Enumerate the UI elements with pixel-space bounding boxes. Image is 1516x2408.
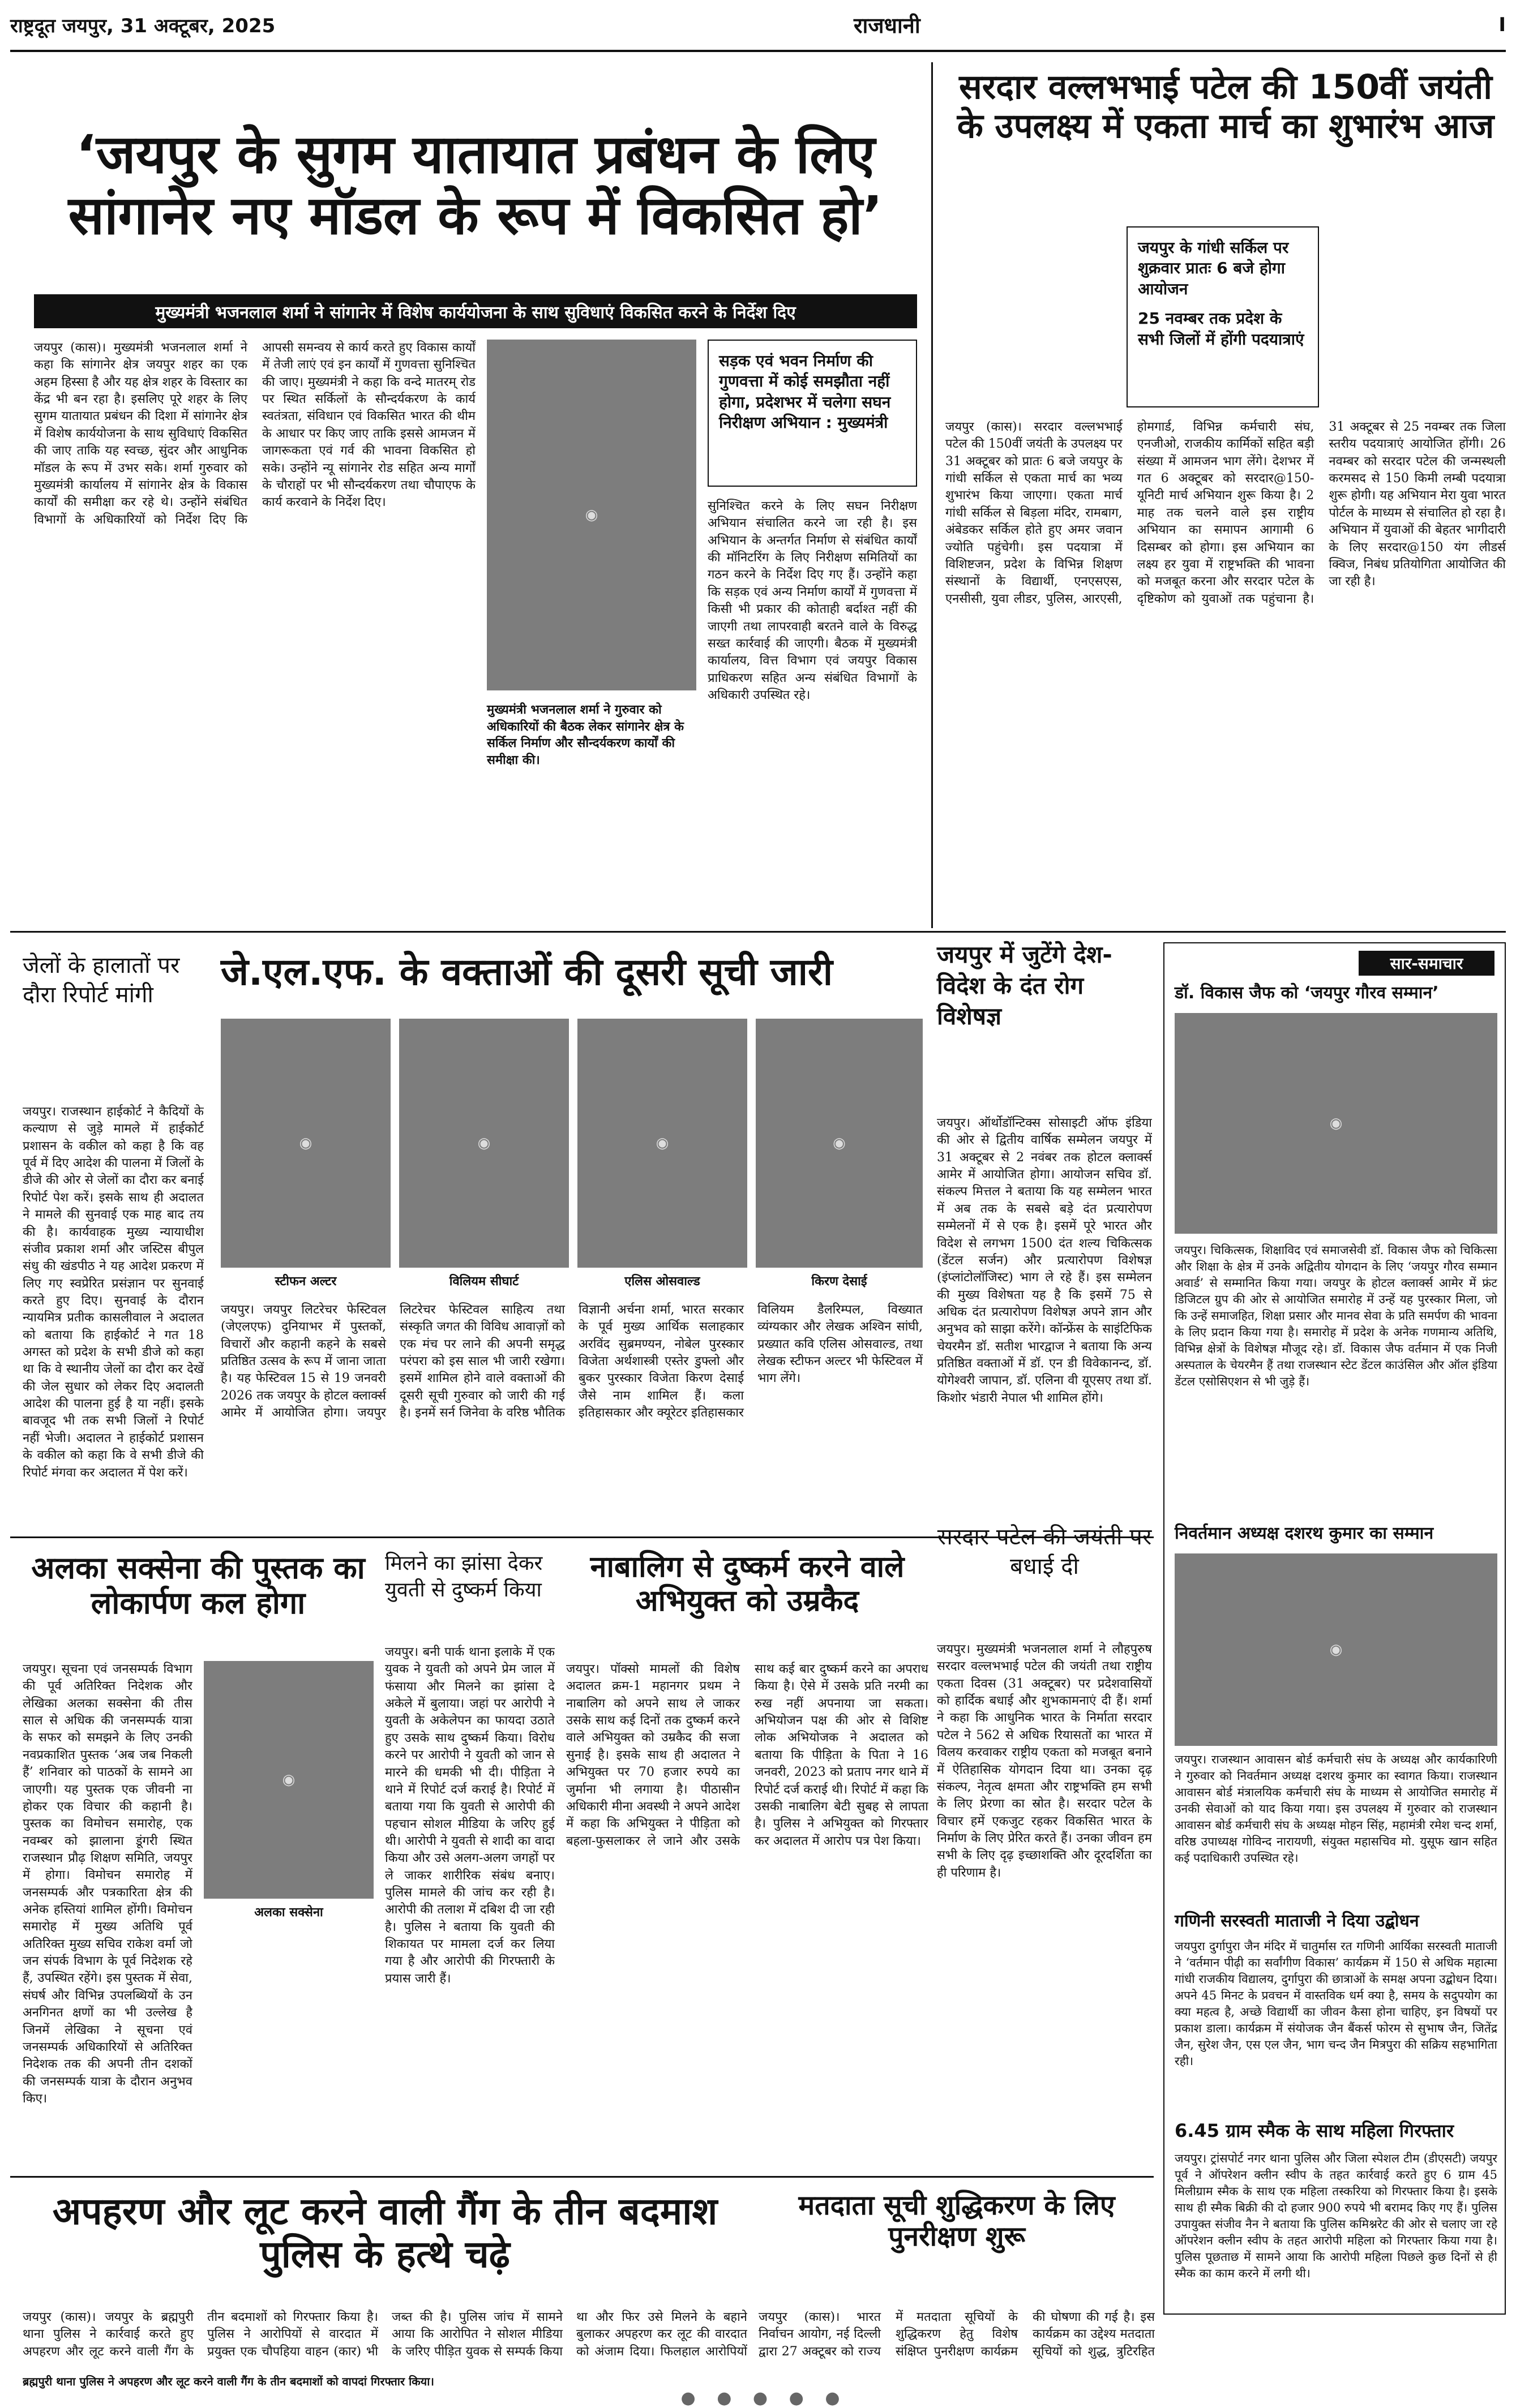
jlf-name-1: स्टीफन अल्टर (275, 1274, 337, 1289)
brief-2-photo: ◉ (1175, 1553, 1497, 1746)
section-divider (10, 931, 1506, 933)
minor-body: जयपुर। पॉक्सो मामलों की विशेष अदालत क्रम-1 महानगर प्रथम ने नाबालिग को अपने साथ ले जाकर उसके साथ कई दिनों तक दुष्कर्म करने वाले अभियुक्त को उम्रकैद की सजा सुनाई है। इसके साथ ही अदालत ने अभियुक्त पर 70 हजार रुपये का जुर्माना भी लगाया है। पीठासीन अधिकारी मीना अवस्थी ने अपने आदेश में कहा कि अभियुक्त ने पीड़िता को बहला-फुसलाकर ले जाने और उसके साथ कई बार दुष्कर्म करने का अपराध किया है। ऐसे में उसके प्रति नरमी का रुख नहीं अपनाया जा सकता। अभियोजन पक्ष की ओर से विशिष्ट लोक अभियोजक ने अदालत को बताया कि पीड़िता के पिता ने 16 जनवरी, 2023 को प्रताप नगर थाने में रिपोर्ट दर्ज कराई थी। रिपोर्ट में कहा कि उसकी नाबालिग बेटी सुबह से लापता है। पुलिस ने अभियुक्त को गिरफ्तार कर अदालत में आरोप पत्र पेश किया। (566, 1662, 928, 1848)
jlf-body: जयपुर। जयपुर लिटरेचर फेस्टिवल (जेएलएफ) दुनियाभर में पुस्तकों, विचारों और कहानी कहने के सबसे प्रतिष्ठित उत्सव के रूप में जाना जाता है। यह फेस्टिवल 15 से 19 जनवरी 2026 तक जयपुर के होटल क्लार्क्स आमेर में आयोजित होगा। जयपुर लिटरेचर फेस्टिवल साहित्य तथा संस्कृति जगत की विविध आवाज़ों को एक मंच पर लाने की अपनी समृद्ध परंपरा को इस साल भी जारी रखेगा। इसमें शामिल होने वाले वक्ताओं की दूसरी सूची गुरुवार को जारी की गई है। इनमें सर्न जिनेवा के वरिष्ठ भौतिक विज्ञानी अर्चना शर्मा, भारत सरकार के पूर्व मुख्य आर्थिक सलाहकार अरविंद सुब्रमण्यन, नोबेल पुरस्कार विजेता अर्थशास्त्री एस्तेर डुफ्लो और बुकर पुरस्कार विजेता किरण देसाई जैसे नाम शामिल हैं। कला इतिहासकार और क्यूरेटर इतिहासकार विलियम डैलरिम्पल, विख्यात व्यंग्यकार और लेखक अश्विन सांघी, प्रख्यात कवि एलिस ओसवाल्ड, तथा लेखक स्टीफन अल्टर भी फेस्टिवल में भाग लेंगे। (221, 1303, 923, 1420)
brief-2-title: निवर्तमान अध्यक्ष दशरथ कुमार का सम्मान (1175, 1523, 1434, 1543)
lead-body-1: जयपुर (कास)। मुख्यमंत्री भजनलाल शर्मा ने कहा कि सांगानेर क्षेत्र जयपुर शहर का एक अहम हिस्सा है और यह क्षेत्र शहर के विस्तार का केंद्र भी बन रहा है। इसलिए पूरे शहर के लिए सुगम यातायात प्रबंधन की दिशा में सांगानेर क्षेत्र में विशेष कार्ययोजना के साथ सुविधाएं विकसित की जाए ताकि यह स्वच्छ, सुंदर और आधुनिक मॉडल के रूप में उभर सके। शर्मा गुरुवार को मुख्यमंत्री कार्यालय में सांगानेर क्षेत्र के विकास कार्यों की समीक्षा कर रहे थे। उन्होंने संबंधित विभागों के अधिकारियों को निर्देश दिए कि आपसी समन्वय से कार्य करते हुए विकास कार्यों में तेजी लाएं एवं इन कार्यों में गुणवत्ता सुनिश्चित की जाए। मुख्यमंत्री ने कहा कि वन्दे मातरम् रोड पर स्थित सर्किलों के सौन्दर्यकरण के कार्य स्वतंत्रता, संविधान एवं विकसित भारत की थीम के आधार पर किए जाए ताकि इससे आमजन में जागरूकता एवं गर्व की भावना विकसित हो सके। उन्होंने न्यू सांगानेर रोड सहित अन्य मार्गों के चौराहों पर भी सौन्दर्यकरण तथा चौपाएफ के कार्य करवाने के निर्देश दिए। (34, 341, 476, 527)
lead-body-2: सुनिश्चित करने के लिए सघन निरीक्षण अभियान संचालित करने जा रही है। इस अभियान के अन्तर्गत निर्माण से संबंधित कार्यों की मॉनिटरिंग के लिए निरीक्षण समितियों का गठन करने के निर्देश दिए गए हैं। उन्होंने कहा कि सड़क एवं अन्य निर्माण कार्यों में गुणवत्ता में किसी भी प्रकार की कोताही बर्दाश्त नहीं की जाएगी तथा लापरवाही बरतने वाले के विरुद्ध सख्त कार्रवाई की जाएगी। बैठक में मुख्यमंत्री कार्यालय, वित्त विभाग एवं जयपुर विकास प्राधिकरण सहित अन्य संबंधित विभागों के अधिकारी उपस्थित रहे। (708, 499, 917, 702)
greet-body: जयपुर। मुख्यमंत्री भजनलाल शर्मा ने लौहपुरुष सरदार वल्लभभाई पटेल की जयंती तथा राष्ट्रीय एकता दिवस (31 अक्टूबर) पर प्रदेशवासियों को हार्दिक बधाई और शुभकामनाएं दी हैं। शर्मा ने कहा कि आधुनिक भारत के निर्माता सरदार पटेल ने 562 से अधिक रियासतों का भारत में विलय करवाकर राष्ट्रीय एकता को मजबूत बनाने में ऐतिहासिक योगदान दिया था। उनका दृढ़ संकल्प, नेतृत्व क्षमता और राष्ट्रभक्ति हम सभी के लिए प्रेरणा का स्रोत है। सरदार पटेल के विचार हमें एकजुट रहकर विकसित भारत के निर्माण के लिए प्रेरित करते हैं। उनका जीवन हम सभी के लिए दृढ़ इच्छाशक्ति और दूरदर्शिता का ही परिणाम है। (937, 1642, 1152, 1880)
dental-headline-wrap (937, 939, 1152, 1109)
footer-dots: ● ● ● ● ● (680, 2388, 848, 2408)
brief-1-photo: ◉ (1175, 1013, 1497, 1234)
voter-body: जयपुर (कास)। भारत निर्वाचन आयोग, नई दिल्ली द्वारा 27 अक्टूबर को राज्य में मतदाता सूचियों के शुद्धिकरण हेतु विशेष संक्षिप्त पुनरीक्षण कार्यक्रम की घोषणा की गई है। इस कार्यक्रम का उद्देश्य मतदाता सूचियों को शुद्ध, त्रुटिरहित (759, 2310, 1155, 2359)
voter-headline: मतदाता सूची शुद्धिकरण के लिए पुनरीक्षण शुरू (798, 2190, 1115, 2253)
dateline: राष्ट्रदूत जयपुर, 31 अक्टूबर, 2025 (10, 15, 276, 37)
jlf-photo-4: ◉ (756, 1019, 923, 1268)
jails-headline-wrap (23, 951, 204, 1098)
dental-headline: जयपुर में जुटेंगे देश-विदेश के दंत रोग विशेषज्ञ (937, 941, 1112, 1031)
brief-1-title: डॉ. विकास जैफ को ‘जयपुर गौरव सम्मान’ (1175, 983, 1439, 1003)
page-number: I (1498, 14, 1506, 36)
minor-headline-wrap (566, 1551, 928, 1652)
lead-subhead: मुख्यमंत्री भजनलाल शर्मा ने सांगानेर में विशेष कार्ययोजना के साथ सुविधाएं विकसित करने के निर्देश दिए (34, 294, 917, 328)
brief-2-body: जयपुर। राजस्थान आवासन बोर्ड कर्मचारी संघ के अध्यक्ष और कार्यकारिणी ने गुरुवार को निवर्तमान अध्यक्ष दशरथ कुमार का स्वागत किया। राजस्थान आवासन बोर्ड मंत्रालयिक कर्मचारी संघ के माध्यम से आयोजित समारोह में उनकी सेवाओं को याद किया गया। इस उपलक्ष्य में गुरुवार को राजस्थान आवासन बोर्ड कर्मचारी संघ के अध्यक्ष मोहन सिंह, महामंत्री रमेश चन्द शर्मा, वरिष्ठ उपाध्यक्ष गोविन्द नारायणी, संयुक्त महासचिव मो. युसूफ खान सहित कई पदाधिकारी उपस्थित रहे। (1175, 1753, 1497, 1865)
lead-highlight-text: सड़क एवं भवन निर्माण की गुणवत्ता में कोई समझौता नहीं होगा, प्रदेशभर में चलेगा सघन निरीक्षण अभियान : मुख्यमंत्री (719, 351, 891, 432)
patel-bullet-2: 25 नवम्बर तक प्रदेश के सभी जिलों में होंगी पदयात्राएं (1138, 309, 1304, 349)
lead-headline-wrap (34, 125, 917, 283)
lead-photo-caption: मुख्यमंत्री भजनलाल शर्मा ने गुरुवार को अधिकारियों की बैठक लेकर सांगानेर क्षेत्र के सर्किल निर्माण और सौन्दर्यकरण कार्यों की समीक्षा की। (487, 703, 684, 768)
brief-3-title: गणिनी सरस्वती माताजी ने दिया उद्बोधन (1175, 1911, 1419, 1931)
section-divider (10, 2176, 1154, 2178)
patel-headline-wrap (945, 68, 1506, 215)
jlf-photo-2: ◉ (399, 1019, 569, 1268)
alka-body: जयपुर। सूचना एवं जनसम्पर्क विभाग की पूर्व अतिरिक्त निदेशक और लेखिका अलका सक्सेना की तीस साल से अधिक की जनसम्पर्क यात्रा के सफर को समझने के लिए उनकी नवप्रकाशित पुस्तक ‘अब जब निकली हैं’ शनिवार को पाठकों के सामने आ जाएगी। यह पुस्तक एक जीवनी ना होकर एक विचार की कहानी है। पुस्तक का विमोचन समारोह, एक नवम्बर को झालाना डूंगरी स्थित राजस्थान प्रौढ़ शिक्षण समिति, जयपुर में होगा। विमोचन समारोह में जनसम्पर्क और पत्रकारिता क्षेत्र की अनेक हस्तियां शामिल होंगी। विमोचन समारोह में मुख्य अतिथि पूर्व अतिरिक्त मुख्य सचिव राकेश वर्मा जो जन संपर्क विभाग के पूर्व निदेशक रहे हैं, उपस्थित रहेंगे। इस पुस्तक में सेवा, संघर्ष और विभिन्न उपलब्धियों के उन अनगिनत क्षणों का भी उल्लेख है जिनमें लेखिका ने सूचना एवं जनसम्पर्क अधिकारियों से अतिरिक्त निदेशक तक की अपनी तीन दशकों की जनसम्पर्क यात्रा के दौरान अनुभव किए। (23, 1662, 192, 2106)
lead-photo: ◉ (487, 340, 696, 690)
page-header (10, 0, 1506, 52)
brief-4-body: जयपुर। ट्रांसपोर्ट नगर थाना पुलिस और जिला स्पेशल टीम (डीएसटी) जयपुर पूर्व ने ऑपरेशन क्लीन स्वीप के तहत कार्रवाई करते हुए 6 ग्राम 45 मिलीग्राम स्मैक के साथ एक महिला तस्करिया को गिरफ्तार किया है। इसके साथ ही स्मैक बिक्री की दो हजार 900 रुपये भी बरामद किए गए हैं। पुलिस उपायुक्त संजीव नैन ने बताया कि पुलिस कमिश्नरेट की ओर से चलाए जा रहे ऑपरेशन क्लीन स्वीप के तहत आरोपी महिला को गिरफ्तार किया गया है। पुलिस पूछताछ में सामने आया कि आरोपी महिला पिछले कुछ दिनों से ही स्मैक का काम करने में लगी थी। (1175, 2152, 1497, 2280)
brief-3-body: जयपुरा दुर्गापुरा जैन मंदिर में चातुर्मास रत गणिनी आर्यिका सरस्वती माताजी ने ‘वर्तमान पीढ़ी का सर्वांगीण विकास’ कार्यक्रम में 150 से अधिक महात्मा गांधी राजकीय विद्यालय, दुर्गापुरा की छात्राओं के समक्ष अपना उद्बोधन दिया। अपने 45 मिनट के प्रवचन में वास्तविक धर्म क्या है, समय के सदुपयोग का क्या महत्व है, अच्छे विद्यार्थी का जीवन कैसा होना चाहिए, इन विषयों पर प्रकाश डाला। कार्यक्रम में संयोजक जैन बैंकर्स फोरम से सुभाष जैन, जितेंद्र जैन, सुरेश जैन, एस एल जैन, भाग चन्द जैन मित्रपुरा की सक्रिय सहभागिता रही। (1175, 1939, 1497, 2068)
patel-bullet-1: जयपुर के गांधी सर्किल पर शुक्रवार प्रातः 6 बजे होगा आयोजन (1138, 238, 1289, 298)
column-divider (931, 62, 933, 928)
jlf-photo-1: ◉ (221, 1019, 391, 1268)
voter-headline-wrap (759, 2190, 1155, 2303)
lead-headline: ‘जयपुर के सुगम यातायात प्रबंधन के लिए सांगानेर नए मॉडल के रूप में विकसित हो’ (68, 124, 883, 247)
minor-headline: नाबालिग से दुष्कर्म करने वाले अभियुक्त को उम्रकैद (590, 1550, 905, 1618)
gang-body: जयपुर (कास)। जयपुर के ब्रह्मपुरी थाना पुलिस ने कार्रवाई करते हुए अपहरण और लूट करने वाली गैंग के तीन बदमाशों को गिरफ्तार किया है। पुलिस ने आरोपियों से वारदात में प्रयुक्त एक चौपहिया वाहन (कार) भी जब्त की है। पुलिस जांच में सामने आया कि आरोपित ने सोशल मीडिया के जरिए पीड़ित युवक से सम्पर्क किया था और फिर उसे मिलने के बहाने बुलाकर अपहरण कर लूट की वारदात को अंजाम दिया। फिलहाल आरोपियों (23, 2310, 747, 2359)
greet-headline-wrap (937, 1522, 1152, 1636)
jhansa-headline: मिलने का झांसा देकर युवती से दुष्कर्म किया (385, 1552, 543, 1602)
gang-photo-caption: ब्रह्मपुरी थाना पुलिस ने अपहरण और लूट करने वाली गैंग के तीन बदमाशों को वापदां गिरफ्तार किया। (23, 2375, 434, 2388)
alka-photo: ◉ (204, 1661, 374, 1899)
jhansa-headline-wrap (385, 1551, 555, 1641)
brief-4-title: 6.45 ग्राम स्मैक के साथ महिला गिरफ्तार (1175, 2120, 1454, 2141)
dental-body: जयपुर। ऑर्थोडॉन्टिक्स सोसाइटी ऑफ इंडिया की ओर से द्वितीय वार्षिक सम्मेलन जयपुर में 31 अक्टूबर से 2 नवंबर तक होटल क्लार्क्स आमेर में आयोजित होगा। आयोजन सचिव डॉ. संकल्प मित्तल ने बताया कि यह सम्मेलन भारत में अब तक के सबसे बड़े दंत प्रत्यारोपण सम्मेलनों में से एक है। इसमें पूरे भारत और विदेश से लगभग 1500 दंत शल्य चिकित्सक (डेंटल सर्जन) और प्रत्यारोपण विशेषज्ञ (इंप्लांटोलॉजिस्ट) भाग ले रहे हैं। इस सम्मेलन की मुख्य विशेषता यह है कि इसमें 75 से अधिक दंत प्रत्यारोपण विशेषज्ञ अपने ज्ञान और अनुभव को साझा करेंगे। कॉन्फ्रेंस के साइंटिफिक चेयरमैन डॉ. सतीश भारद्वाज ने बताया कि अन्य प्रतिष्ठित वक्ताओं में डॉ. एन डी विवेकानन्द, डॉ. योगेश्वरी जापान, डॉ. एलिना वी यूएसए तथा डॉ. किशोर भंडारी नेपाल भी शामिल होंगे। (937, 1116, 1152, 1405)
jlf-name-2: विलियम सीघार्ट (449, 1274, 519, 1289)
jlf-photo-3: ◉ (577, 1019, 747, 1268)
patel-headline: सरदार वल्लभभाई पटेल की 150वीं जयंती के उपलक्ष्य में एकता मार्च का शुभारंभ आज (957, 67, 1494, 146)
jhansa-body: जयपुर। बनी पार्क थाना इलाके में एक युवक ने युवती को अपने प्रेम जाल में फंसाया और मिलने का झांसा दे अकेले में बुलाया। जहां पर आरोपी ने युवती के अकेलेपन का फायदा उठाते हुए उसके साथ दुष्कर्म किया। विरोध करने पर आरोपी ने युवती को जान से मारने की धमकी भी दी। पीड़िता ने थाने में रिपोर्ट दर्ज कराई है। रिपोर्ट में बताया गया कि युवती से आरोपी की पहचान सोशल मीडिया के जरिए हुई थी। आरोपी ने युवती से शादी का वादा किया और उसे अलग-अलग जगहों पर ले जाकर शारीरिक संबंध बनाए। पुलिस मामले की जांच कर रही है। आरोपी की तलाश में दबिश दी जा रही है। पुलिस ने बताया कि युवती की शिकायत पर मामला दर्ज कर लिया गया है और आरोपी की गिरफ्तारी के प्रयास जारी हैं। (385, 1645, 555, 1986)
gang-headline-wrap (23, 2190, 747, 2303)
alka-headline: अलका सक्सेना की पुस्तक का लोकार्पण कल होगा (31, 1550, 365, 1621)
patel-body: जयपुर (कास)। सरदार वल्लभभाई पटेल की 150वीं जयंती के उपलक्ष्य पर 31 अक्टूबर को प्रातः 6 बजे जयपुर के गांधी सर्किल से एकता मार्च का भव्य शुभारंभ किया जाएगा। एकता मार्च गांधी सर्किल से बिड़ला मंदिर, रामबाग, अंबेडकर सर्किल होते हुए अमर जवान ज्योति पहुंचेगी। इस पदयात्रा में विशिष्टजन, प्रदेश के विभिन्न शिक्षण संस्थानों के विद्यार्थी, एनएसएस, एनसीसी, युवा लीडर, पुलिस, आरएसी, होमगार्ड, विभिन्न कर्मचारी संघ, एनजीओ, राजकीय कार्मिकों सहित बड़ी संख्या में आमजन भाग लेंगे। देशभर में गत 6 अक्टूबर को सरदार@150-यूनिटी मार्च अभियान शुरू किया है। 2 माह तक चलने वाले इस राष्ट्रीय अभियान का समापन आगामी 6 दिसम्बर को होगा। इस अभियान का लक्ष्य हर युवा में राष्ट्रभक्ति की भावना को मजबूत करना और सरदार पटेल के दृष्टिकोण को युवाओं तक पहुंचाना है। 31 अक्टूबर से 25 नवम्बर तक जिला स्तरीय पदयात्राएं आयोजित होंगी। 26 नवम्बर को सरदार पटेल की जन्मस्थली करमसद से 150 किमी लम्बी पदयात्रा शुरू होगी। यह अभियान मेरा युवा भारत पोर्टल के माध्यम से संचालित हो रहा है। अभियान में युवाओं की बेहतर भागीदारी के लिए सरदार@150 यंग लीडर्स क्विज, निबंध प्रतियोगिता आयोजित की जा रही है। (945, 420, 1506, 606)
jlf-name-4: किरण देसाई (811, 1274, 867, 1289)
alka-headline-wrap (23, 1551, 374, 1652)
news-brief-label: सार-समाचार (1359, 951, 1494, 976)
greet-headline: सरदार पटेल की जयंती पर बधाई दी (937, 1524, 1152, 1579)
alka-photo-caption: अलका सक्सेना (254, 1905, 323, 1920)
jails-body: जयपुर। राजस्थान हाईकोर्ट ने कैदियों के कल्याण से जुड़े मामले में हाईकोर्ट प्रशासन के वकील को कहा है कि वह पूर्व में दिए आदेश की पालना में जिलों के डीजे की ओर से जेलों का दौरा कर बनाई रिपोर्ट पेश करें। इसके साथ ही अदालत ने मामले की सुनवाई एक माह बाद तय की है। कार्यवाहक मुख्य न्यायाधीश संजीव प्रकाश शर्मा और जस्टिस बीपुल संधु की खंडपीठ ने यह आदेश प्रकरण में लिए गए स्वप्रेरित प्रसंज्ञान पर सुनवाई करते हुए दिए। सुनवाई के दौरान न्यायमित्र प्रतीक कासलीवाल ने अदालत को बताया कि हाईकोर्ट ने गत 18 अगस्त को प्रदेश के सभी डीजे को कहा था कि वे स्थानीय जेलों का दौरा कर देखें की जेल सुधार को लेकर दिए अदालती आदेश की पालना हुई है या नहीं। इसके बावजूद भी तक सभी जिलों ने रिपोर्ट नहीं भेजी। अदालत ने हाईकोर्ट प्रशासन के वकील को कहा कि वे सभी डीजे की रिपोर्ट मंगवा कर अदालत में पेश करें। (23, 1105, 204, 1480)
jlf-headline: जे.एल.एफ. के वक्ताओं की दूसरी सूची जारी (221, 950, 833, 994)
jails-headline: जेलों के हालातों पर दौरा रिपोर्ट मांगी (23, 952, 180, 1008)
lead-highlight-box (708, 340, 917, 487)
patel-bullet-box (1127, 226, 1319, 407)
gang-headline: अपहरण और लूट करने वाली गैंग के तीन बदमाश पुलिस के हत्थे चढ़े (52, 2190, 718, 2276)
section-title: राजधानी (853, 13, 920, 38)
brief-1-body: जयपुर। चिकित्सक, शिक्षाविद एवं समाजसेवी डॉ. विकास जैफ को चिकित्सा और शिक्षा के क्षेत्र में उनके अद्वितीय योगदान के लिए ‘जयपुर गौरव सम्मान अवार्ड’ से सम्मानित किया गया। जयपुर के होटल क्लार्क्स आमेर में फ्रंट डिजिटल ग्रुप की ओर से आयोजित समारोह में उन्हें यह पुरस्कार मिला, जो कि उन्हें समाजहित, शिक्षा प्रसार और मानव सेवा के प्रति समर्पण की भावना के लिए प्रदान किया गया है। समारोह में प्रदेश के अनेक गणमान्य अतिथि, विभिन्न क्षेत्रों के विशेषज्ञ मौजूद रहे। डॉ. विकास जैफ वर्तमान में एक निजी अस्पताल के चेयरमैन हैं तथा राजस्थान स्टेट डेंटल काउंसिल और ऑल इंडिया डेंटल एसोसिएशन से भी जुड़े हैं। (1175, 1243, 1497, 1388)
jlf-name-3: एलिस ओसवाल्ड (624, 1274, 700, 1289)
jlf-headline-wrap (221, 951, 923, 1007)
